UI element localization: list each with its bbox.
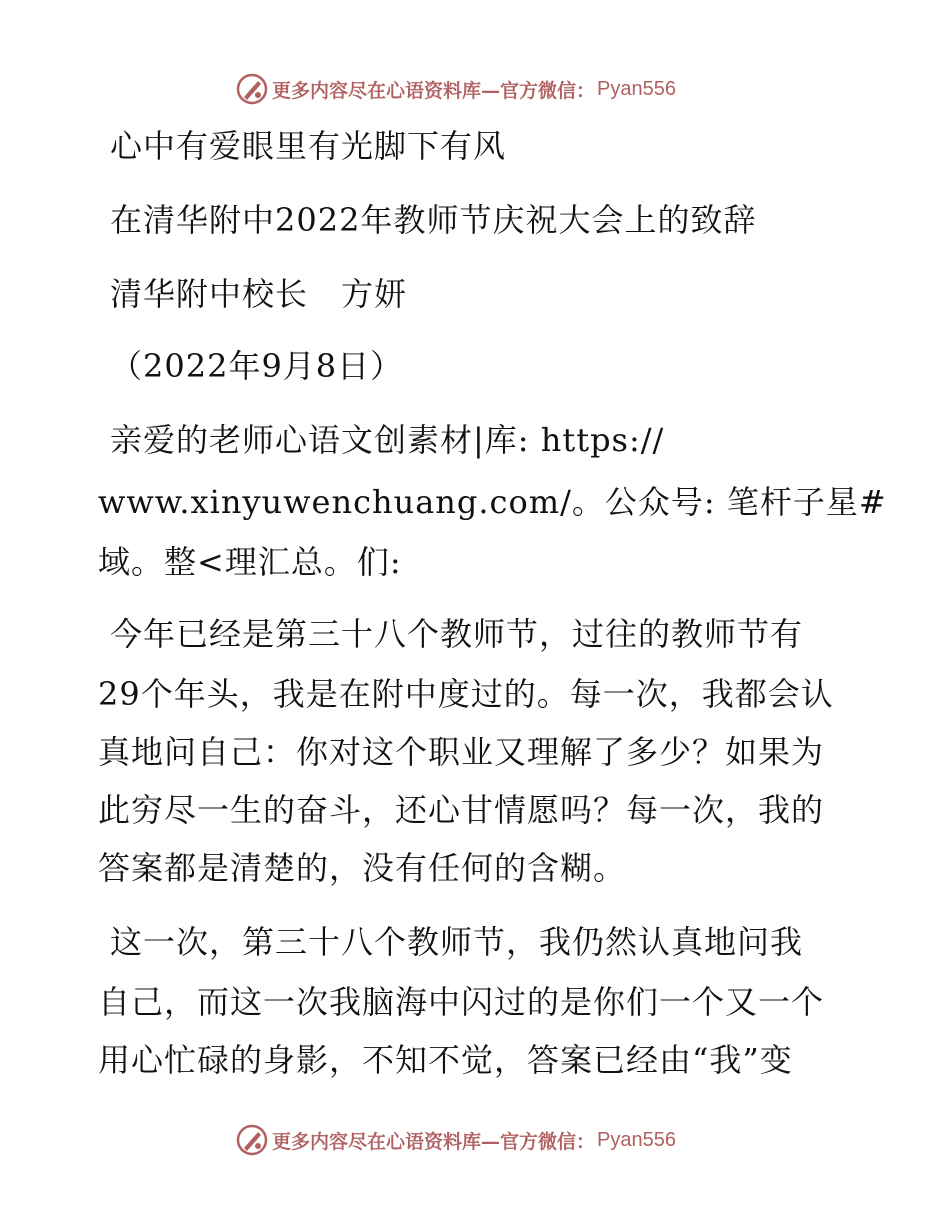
- header-watermark-banner: [236, 72, 676, 106]
- body-line: 真地问自己：你对这个职业又理解了多少？如果为: [98, 733, 825, 771]
- document-title: 心中有爱眼里有光脚下有风: [110, 127, 507, 165]
- footer-wechat-id: Pyan556: [597, 1128, 676, 1151]
- body-line: 用心忙碌的身影，不知不觉，答案已经由“我”变: [98, 1041, 793, 1079]
- body-line: 今年已经是第三十八个教师节，过往的教师节有: [110, 615, 804, 653]
- body-line: 域。整<理汇总。们:: [98, 543, 402, 581]
- body-line: 此穷尽一生的奋斗，还心甘情愿吗？每一次，我的: [98, 791, 825, 829]
- body-line: 这一次，第三十八个教师节，我仍然认真地问我: [110, 923, 804, 961]
- body-line: www.xinyuwenchuang.com/。公众号: 笔杆子星#: [98, 483, 887, 521]
- footer-watermark-banner: [236, 1123, 676, 1157]
- pen-logo-icon: [236, 1124, 268, 1156]
- footer-banner-text: 更多内容尽在心语资料库—官方微信：: [272, 1130, 596, 1153]
- header-banner-text: 更多内容尽在心语资料库—官方微信：: [272, 79, 596, 102]
- header-wechat-id: Pyan556: [597, 77, 676, 100]
- document-subtitle: 在清华附中2022年教师节庆祝大会上的致辞: [110, 201, 757, 239]
- document-date: （2022年9月8日）: [110, 347, 404, 385]
- body-line: 自己，而这一次我脑海中闪过的是你们一个又一个: [98, 983, 825, 1021]
- pen-logo-icon: [236, 73, 268, 105]
- document-author: 清华附中校长 方妍: [110, 275, 408, 313]
- body-line: 答案都是清楚的，没有任何的含糊。: [98, 849, 627, 887]
- body-line: 亲爱的老师心语文创素材|库: https://: [110, 421, 665, 459]
- body-line: 29个年头，我是在附中度过的。每一次，我都会认: [98, 675, 834, 713]
